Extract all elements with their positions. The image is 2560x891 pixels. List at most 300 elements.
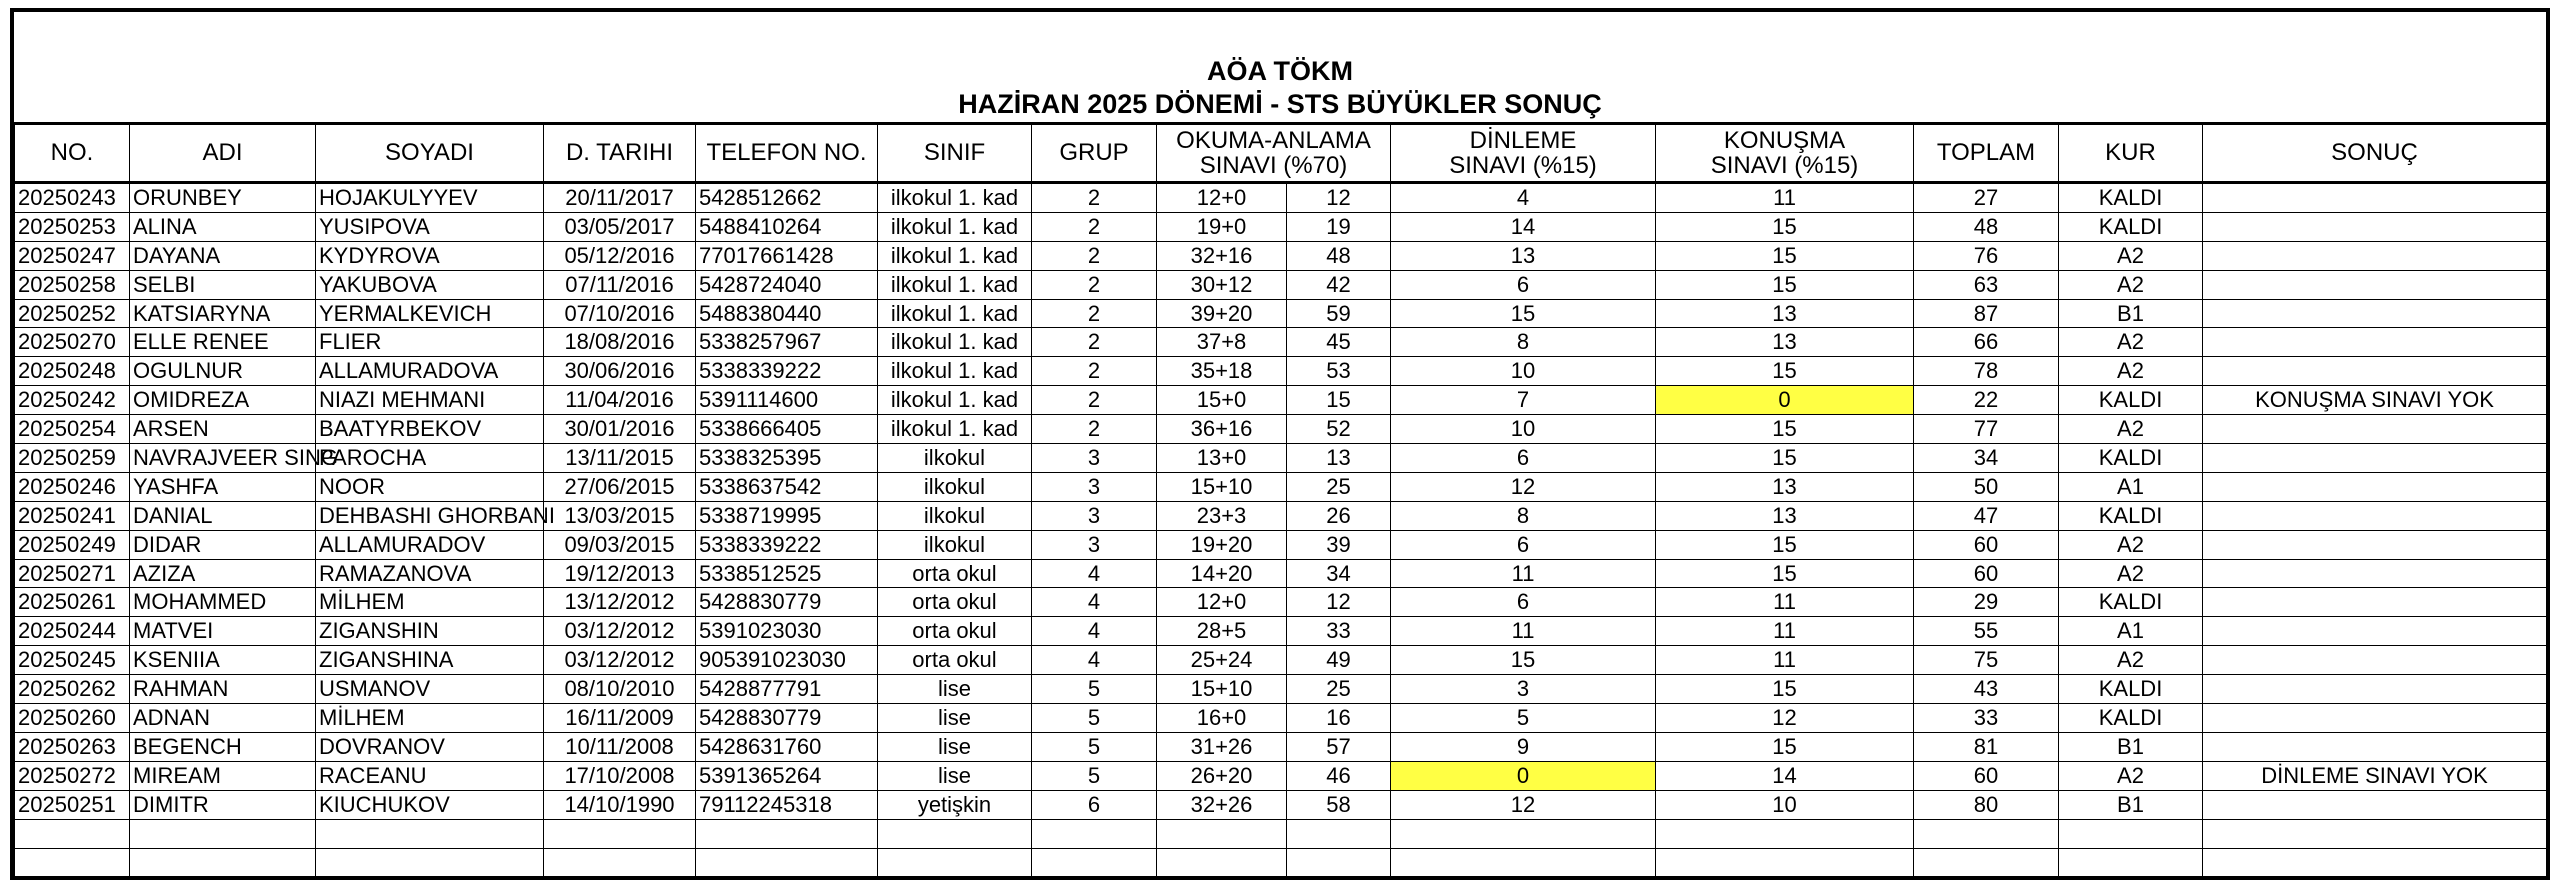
cell-no[interactable]: 20250251 bbox=[15, 790, 130, 819]
cell-dinleme[interactable]: 11 bbox=[1391, 617, 1656, 646]
cell-soyadi[interactable]: RAMAZANOVA bbox=[316, 559, 544, 588]
cell-sinif[interactable]: lise bbox=[878, 704, 1032, 733]
cell-toplam[interactable]: 27 bbox=[1914, 183, 2059, 213]
cell-okuma-raw[interactable]: 36+16 bbox=[1157, 415, 1287, 444]
cell-soyadi[interactable]: ALLAMURADOV bbox=[316, 530, 544, 559]
cell-kur[interactable]: A2 bbox=[2059, 270, 2203, 299]
cell-grup[interactable]: 2 bbox=[1032, 212, 1157, 241]
cell-soyadi[interactable]: RACEANU bbox=[316, 761, 544, 790]
cell-telefon[interactable]: 5338719995 bbox=[696, 501, 878, 530]
cell-okuma-raw[interactable]: 16+0 bbox=[1157, 704, 1287, 733]
cell-dinleme[interactable]: 7 bbox=[1391, 386, 1656, 415]
cell-konusma[interactable]: 13 bbox=[1656, 472, 1914, 501]
cell-okuma-raw[interactable]: 19+0 bbox=[1157, 212, 1287, 241]
cell-toplam[interactable]: 60 bbox=[1914, 530, 2059, 559]
col-header-dtarihi[interactable]: D. TARIHI bbox=[544, 124, 696, 183]
cell-konusma[interactable]: 11 bbox=[1656, 646, 1914, 675]
cell-okuma-raw[interactable]: 13+0 bbox=[1157, 444, 1287, 473]
empty-cell[interactable] bbox=[2203, 848, 2547, 877]
cell-toplam[interactable]: 76 bbox=[1914, 241, 2059, 270]
cell-grup[interactable]: 2 bbox=[1032, 241, 1157, 270]
cell-telefon[interactable]: 5488380440 bbox=[696, 299, 878, 328]
cell-konusma[interactable]: 15 bbox=[1656, 357, 1914, 386]
cell-konusma[interactable]: 13 bbox=[1656, 328, 1914, 357]
empty-cell[interactable] bbox=[878, 819, 1032, 848]
cell-soyadi[interactable]: PAROCHA bbox=[316, 444, 544, 473]
cell-kur[interactable]: KALDI bbox=[2059, 183, 2203, 213]
cell-adi[interactable]: KSENIIA bbox=[130, 646, 316, 675]
cell-konusma[interactable]: 15 bbox=[1656, 212, 1914, 241]
cell-okuma[interactable]: 25 bbox=[1287, 675, 1391, 704]
cell-sinif[interactable]: ilkokul 1. kad bbox=[878, 328, 1032, 357]
cell-grup[interactable]: 2 bbox=[1032, 299, 1157, 328]
empty-cell[interactable] bbox=[1656, 819, 1914, 848]
cell-telefon[interactable]: 5338339222 bbox=[696, 357, 878, 386]
cell-soyadi[interactable]: KYDYROVA bbox=[316, 241, 544, 270]
cell-telefon[interactable]: 5338339222 bbox=[696, 530, 878, 559]
cell-dtarihi[interactable]: 08/10/2010 bbox=[544, 675, 696, 704]
cell-dinleme[interactable]: 6 bbox=[1391, 530, 1656, 559]
cell-soyadi[interactable]: MİLHEM bbox=[316, 704, 544, 733]
cell-kur[interactable]: B1 bbox=[2059, 732, 2203, 761]
cell-soyadi[interactable]: NIAZI MEHMANI bbox=[316, 386, 544, 415]
cell-dinleme[interactable]: 8 bbox=[1391, 501, 1656, 530]
empty-cell[interactable] bbox=[1391, 848, 1656, 877]
cell-no[interactable]: 20250243 bbox=[15, 183, 130, 213]
cell-soyadi[interactable]: USMANOV bbox=[316, 675, 544, 704]
cell-telefon[interactable]: 5338512525 bbox=[696, 559, 878, 588]
cell-konusma[interactable]: 12 bbox=[1656, 704, 1914, 733]
cell-adi[interactable]: YASHFA bbox=[130, 472, 316, 501]
col-header-okuma[interactable] bbox=[1157, 124, 1391, 183]
cell-adi[interactable]: KATSIARYNA bbox=[130, 299, 316, 328]
cell-kur[interactable]: A2 bbox=[2059, 646, 2203, 675]
cell-dtarihi[interactable]: 13/11/2015 bbox=[544, 444, 696, 473]
cell-adi[interactable]: MIREAM bbox=[130, 761, 316, 790]
cell-dtarihi[interactable]: 03/12/2012 bbox=[544, 646, 696, 675]
cell-telefon[interactable]: 5428724040 bbox=[696, 270, 878, 299]
cell-konusma[interactable]: 11 bbox=[1656, 183, 1914, 213]
cell-sinif[interactable]: ilkokul bbox=[878, 444, 1032, 473]
cell-sonuc[interactable] bbox=[2203, 444, 2547, 473]
cell-grup[interactable]: 3 bbox=[1032, 501, 1157, 530]
cell-soyadi[interactable]: KIUCHUKOV bbox=[316, 790, 544, 819]
cell-dinleme[interactable]: 0 bbox=[1391, 761, 1656, 790]
empty-cell[interactable] bbox=[316, 819, 544, 848]
cell-dtarihi[interactable]: 03/05/2017 bbox=[544, 212, 696, 241]
cell-sonuc[interactable] bbox=[2203, 299, 2547, 328]
cell-adi[interactable]: RAHMAN bbox=[130, 675, 316, 704]
cell-dinleme[interactable]: 10 bbox=[1391, 357, 1656, 386]
cell-dtarihi[interactable]: 13/12/2012 bbox=[544, 588, 696, 617]
empty-cell[interactable] bbox=[1032, 848, 1157, 877]
cell-sinif[interactable]: ilkokul bbox=[878, 472, 1032, 501]
cell-grup[interactable]: 4 bbox=[1032, 646, 1157, 675]
cell-sinif[interactable]: ilkokul 1. kad bbox=[878, 270, 1032, 299]
cell-adi[interactable]: ALINA bbox=[130, 212, 316, 241]
cell-sinif[interactable]: yetişkin bbox=[878, 790, 1032, 819]
cell-no[interactable]: 20250245 bbox=[15, 646, 130, 675]
cell-adi[interactable]: MOHAMMED bbox=[130, 588, 316, 617]
cell-okuma-raw[interactable]: 30+12 bbox=[1157, 270, 1287, 299]
cell-dtarihi[interactable]: 27/06/2015 bbox=[544, 472, 696, 501]
cell-sinif[interactable]: ilkokul 1. kad bbox=[878, 299, 1032, 328]
cell-okuma[interactable]: 12 bbox=[1287, 588, 1391, 617]
cell-konusma[interactable]: 14 bbox=[1656, 761, 1914, 790]
cell-grup[interactable]: 2 bbox=[1032, 270, 1157, 299]
cell-grup[interactable]: 5 bbox=[1032, 675, 1157, 704]
cell-adi[interactable]: ORUNBEY bbox=[130, 183, 316, 213]
cell-kur[interactable]: KALDI bbox=[2059, 704, 2203, 733]
cell-grup[interactable]: 3 bbox=[1032, 530, 1157, 559]
cell-konusma[interactable]: 13 bbox=[1656, 501, 1914, 530]
cell-sinif[interactable]: orta okul bbox=[878, 588, 1032, 617]
cell-dinleme[interactable]: 8 bbox=[1391, 328, 1656, 357]
cell-sonuc[interactable] bbox=[2203, 617, 2547, 646]
cell-telefon[interactable]: 5391023030 bbox=[696, 617, 878, 646]
cell-konusma[interactable]: 15 bbox=[1656, 530, 1914, 559]
cell-adi[interactable]: OGULNUR bbox=[130, 357, 316, 386]
cell-toplam[interactable]: 80 bbox=[1914, 790, 2059, 819]
cell-konusma[interactable]: 15 bbox=[1656, 675, 1914, 704]
col-header-telefon[interactable]: TELEFON NO. bbox=[696, 124, 878, 183]
empty-cell[interactable] bbox=[1391, 819, 1656, 848]
cell-okuma[interactable]: 12 bbox=[1287, 183, 1391, 213]
cell-kur[interactable]: KALDI bbox=[2059, 588, 2203, 617]
cell-konusma[interactable]: 15 bbox=[1656, 444, 1914, 473]
cell-grup[interactable]: 2 bbox=[1032, 357, 1157, 386]
cell-sonuc[interactable] bbox=[2203, 212, 2547, 241]
empty-cell[interactable] bbox=[2203, 819, 2547, 848]
cell-soyadi[interactable]: DEHBASHI GHORBANI bbox=[316, 501, 544, 530]
cell-adi[interactable]: ARSEN bbox=[130, 415, 316, 444]
cell-toplam[interactable]: 34 bbox=[1914, 444, 2059, 473]
cell-no[interactable]: 20250272 bbox=[15, 761, 130, 790]
col-header-kur[interactable]: KUR bbox=[2059, 124, 2203, 183]
cell-kur[interactable]: A2 bbox=[2059, 415, 2203, 444]
col-header-toplam[interactable]: TOPLAM bbox=[1914, 124, 2059, 183]
empty-cell[interactable] bbox=[696, 819, 878, 848]
cell-soyadi[interactable]: BAATYRBEKOV bbox=[316, 415, 544, 444]
col-header-soyadi[interactable]: SOYADI bbox=[316, 124, 544, 183]
cell-sonuc[interactable] bbox=[2203, 732, 2547, 761]
cell-sinif[interactable]: lise bbox=[878, 675, 1032, 704]
col-header-grup[interactable]: GRUP bbox=[1032, 124, 1157, 183]
cell-no[interactable]: 20250242 bbox=[15, 386, 130, 415]
empty-cell[interactable] bbox=[544, 848, 696, 877]
cell-okuma-raw[interactable]: 23+3 bbox=[1157, 501, 1287, 530]
cell-sinif[interactable]: orta okul bbox=[878, 559, 1032, 588]
cell-okuma-raw[interactable]: 28+5 bbox=[1157, 617, 1287, 646]
cell-adi[interactable]: NAVRAJVEER SING bbox=[130, 444, 316, 473]
cell-kur[interactable]: B1 bbox=[2059, 299, 2203, 328]
cell-toplam[interactable]: 48 bbox=[1914, 212, 2059, 241]
cell-okuma-raw[interactable]: 15+10 bbox=[1157, 675, 1287, 704]
cell-okuma-raw[interactable]: 31+26 bbox=[1157, 732, 1287, 761]
cell-dtarihi[interactable]: 09/03/2015 bbox=[544, 530, 696, 559]
cell-no[interactable]: 20250261 bbox=[15, 588, 130, 617]
cell-toplam[interactable]: 75 bbox=[1914, 646, 2059, 675]
cell-telefon[interactable]: 77017661428 bbox=[696, 241, 878, 270]
cell-dtarihi[interactable]: 16/11/2009 bbox=[544, 704, 696, 733]
cell-dinleme[interactable]: 9 bbox=[1391, 732, 1656, 761]
cell-okuma-raw[interactable]: 39+20 bbox=[1157, 299, 1287, 328]
col-header-sonuc[interactable]: SONUÇ bbox=[2203, 124, 2547, 183]
cell-dinleme[interactable]: 11 bbox=[1391, 559, 1656, 588]
cell-sinif[interactable]: ilkokul 1. kad bbox=[878, 212, 1032, 241]
cell-okuma-raw[interactable]: 15+10 bbox=[1157, 472, 1287, 501]
cell-no[interactable]: 20250254 bbox=[15, 415, 130, 444]
cell-soyadi[interactable]: HOJAKULYYEV bbox=[316, 183, 544, 213]
empty-cell[interactable] bbox=[1914, 848, 2059, 877]
cell-dtarihi[interactable]: 17/10/2008 bbox=[544, 761, 696, 790]
cell-no[interactable]: 20250259 bbox=[15, 444, 130, 473]
cell-toplam[interactable]: 55 bbox=[1914, 617, 2059, 646]
cell-sinif[interactable]: ilkokul bbox=[878, 530, 1032, 559]
cell-sonuc[interactable] bbox=[2203, 415, 2547, 444]
cell-okuma[interactable]: 53 bbox=[1287, 357, 1391, 386]
cell-sonuc[interactable] bbox=[2203, 472, 2547, 501]
empty-cell[interactable] bbox=[2059, 848, 2203, 877]
cell-konusma[interactable]: 0 bbox=[1656, 386, 1914, 415]
cell-sinif[interactable]: orta okul bbox=[878, 617, 1032, 646]
cell-no[interactable]: 20250271 bbox=[15, 559, 130, 588]
cell-dinleme[interactable]: 5 bbox=[1391, 704, 1656, 733]
cell-dtarihi[interactable]: 03/12/2012 bbox=[544, 617, 696, 646]
cell-kur[interactable]: B1 bbox=[2059, 790, 2203, 819]
cell-grup[interactable]: 3 bbox=[1032, 444, 1157, 473]
cell-kur[interactable]: A2 bbox=[2059, 328, 2203, 357]
empty-cell[interactable] bbox=[696, 848, 878, 877]
col-header-dinleme[interactable] bbox=[1391, 124, 1656, 183]
cell-no[interactable]: 20250247 bbox=[15, 241, 130, 270]
cell-kur[interactable]: KALDI bbox=[2059, 501, 2203, 530]
cell-dinleme[interactable]: 4 bbox=[1391, 183, 1656, 213]
cell-toplam[interactable]: 78 bbox=[1914, 357, 2059, 386]
cell-okuma[interactable]: 52 bbox=[1287, 415, 1391, 444]
cell-konusma[interactable]: 10 bbox=[1656, 790, 1914, 819]
cell-dinleme[interactable]: 10 bbox=[1391, 415, 1656, 444]
cell-no[interactable]: 20250262 bbox=[15, 675, 130, 704]
cell-grup[interactable]: 6 bbox=[1032, 790, 1157, 819]
empty-cell[interactable] bbox=[1157, 848, 1287, 877]
cell-kur[interactable]: KALDI bbox=[2059, 212, 2203, 241]
cell-okuma-raw[interactable]: 14+20 bbox=[1157, 559, 1287, 588]
cell-toplam[interactable]: 87 bbox=[1914, 299, 2059, 328]
cell-sonuc[interactable] bbox=[2203, 646, 2547, 675]
cell-okuma[interactable]: 15 bbox=[1287, 386, 1391, 415]
cell-sonuc[interactable] bbox=[2203, 183, 2547, 213]
cell-adi[interactable]: DIMITR bbox=[130, 790, 316, 819]
cell-no[interactable]: 20250249 bbox=[15, 530, 130, 559]
cell-toplam[interactable]: 63 bbox=[1914, 270, 2059, 299]
cell-kur[interactable]: KALDI bbox=[2059, 444, 2203, 473]
cell-sonuc[interactable] bbox=[2203, 530, 2547, 559]
cell-dtarihi[interactable]: 30/06/2016 bbox=[544, 357, 696, 386]
cell-okuma-raw[interactable]: 32+26 bbox=[1157, 790, 1287, 819]
cell-konusma[interactable]: 15 bbox=[1656, 415, 1914, 444]
cell-grup[interactable]: 2 bbox=[1032, 183, 1157, 213]
cell-soyadi[interactable]: DOVRANOV bbox=[316, 732, 544, 761]
cell-adi[interactable]: DANIAL bbox=[130, 501, 316, 530]
cell-adi[interactable]: OMIDREZA bbox=[130, 386, 316, 415]
cell-okuma-raw[interactable]: 37+8 bbox=[1157, 328, 1287, 357]
cell-kur[interactable]: A1 bbox=[2059, 472, 2203, 501]
cell-telefon[interactable]: 5428830779 bbox=[696, 704, 878, 733]
cell-grup[interactable]: 3 bbox=[1032, 472, 1157, 501]
cell-soyadi[interactable]: YUSIPOVA bbox=[316, 212, 544, 241]
cell-dinleme[interactable]: 3 bbox=[1391, 675, 1656, 704]
cell-dinleme[interactable]: 6 bbox=[1391, 444, 1656, 473]
cell-no[interactable]: 20250270 bbox=[15, 328, 130, 357]
cell-dinleme[interactable]: 15 bbox=[1391, 646, 1656, 675]
cell-kur[interactable]: A2 bbox=[2059, 357, 2203, 386]
cell-dtarihi[interactable]: 20/11/2017 bbox=[544, 183, 696, 213]
cell-kur[interactable]: KALDI bbox=[2059, 675, 2203, 704]
cell-soyadi[interactable]: ZIGANSHINA bbox=[316, 646, 544, 675]
cell-kur[interactable]: A1 bbox=[2059, 617, 2203, 646]
cell-kur[interactable]: A2 bbox=[2059, 559, 2203, 588]
cell-kur[interactable]: A2 bbox=[2059, 761, 2203, 790]
cell-okuma[interactable]: 58 bbox=[1287, 790, 1391, 819]
empty-cell[interactable] bbox=[1032, 819, 1157, 848]
cell-okuma[interactable]: 25 bbox=[1287, 472, 1391, 501]
cell-adi[interactable]: SELBI bbox=[130, 270, 316, 299]
cell-telefon[interactable]: 5428512662 bbox=[696, 183, 878, 213]
cell-kur[interactable]: KALDI bbox=[2059, 386, 2203, 415]
cell-okuma-raw[interactable]: 35+18 bbox=[1157, 357, 1287, 386]
cell-grup[interactable]: 4 bbox=[1032, 617, 1157, 646]
cell-adi[interactable]: ELLE RENEE bbox=[130, 328, 316, 357]
cell-soyadi[interactable]: FLIER bbox=[316, 328, 544, 357]
cell-okuma-raw[interactable]: 15+0 bbox=[1157, 386, 1287, 415]
cell-toplam[interactable]: 50 bbox=[1914, 472, 2059, 501]
col-header-konusma[interactable] bbox=[1656, 124, 1914, 183]
cell-sonuc[interactable] bbox=[2203, 501, 2547, 530]
cell-okuma[interactable]: 48 bbox=[1287, 241, 1391, 270]
cell-okuma[interactable]: 13 bbox=[1287, 444, 1391, 473]
cell-dinleme[interactable]: 15 bbox=[1391, 299, 1656, 328]
cell-dinleme[interactable]: 6 bbox=[1391, 270, 1656, 299]
cell-grup[interactable]: 4 bbox=[1032, 588, 1157, 617]
cell-telefon[interactable]: 79112245318 bbox=[696, 790, 878, 819]
cell-sinif[interactable]: ilkokul 1. kad bbox=[878, 241, 1032, 270]
cell-sinif[interactable]: lise bbox=[878, 761, 1032, 790]
cell-sinif[interactable]: ilkokul 1. kad bbox=[878, 415, 1032, 444]
cell-no[interactable]: 20250248 bbox=[15, 357, 130, 386]
cell-telefon[interactable]: 5428631760 bbox=[696, 732, 878, 761]
cell-no[interactable]: 20250241 bbox=[15, 501, 130, 530]
cell-adi[interactable]: DAYANA bbox=[130, 241, 316, 270]
cell-okuma[interactable]: 19 bbox=[1287, 212, 1391, 241]
cell-no[interactable]: 20250253 bbox=[15, 212, 130, 241]
cell-konusma[interactable]: 15 bbox=[1656, 270, 1914, 299]
cell-okuma-raw[interactable]: 32+16 bbox=[1157, 241, 1287, 270]
cell-adi[interactable]: BEGENCH bbox=[130, 732, 316, 761]
cell-sonuc[interactable] bbox=[2203, 328, 2547, 357]
cell-toplam[interactable]: 43 bbox=[1914, 675, 2059, 704]
cell-okuma-raw[interactable]: 19+20 bbox=[1157, 530, 1287, 559]
cell-toplam[interactable]: 29 bbox=[1914, 588, 2059, 617]
cell-okuma[interactable]: 34 bbox=[1287, 559, 1391, 588]
empty-cell[interactable] bbox=[878, 848, 1032, 877]
cell-adi[interactable]: AZIZA bbox=[130, 559, 316, 588]
col-header-sinif[interactable]: SINIF bbox=[878, 124, 1032, 183]
cell-dtarihi[interactable]: 05/12/2016 bbox=[544, 241, 696, 270]
cell-sinif[interactable]: ilkokul 1. kad bbox=[878, 357, 1032, 386]
cell-sonuc[interactable] bbox=[2203, 270, 2547, 299]
empty-cell[interactable] bbox=[15, 819, 130, 848]
cell-adi[interactable]: ADNAN bbox=[130, 704, 316, 733]
cell-sonuc[interactable] bbox=[2203, 559, 2547, 588]
cell-telefon[interactable]: 5391365264 bbox=[696, 761, 878, 790]
cell-dtarihi[interactable]: 10/11/2008 bbox=[544, 732, 696, 761]
cell-sonuc[interactable] bbox=[2203, 357, 2547, 386]
cell-konusma[interactable]: 11 bbox=[1656, 617, 1914, 646]
cell-toplam[interactable]: 81 bbox=[1914, 732, 2059, 761]
cell-sinif[interactable]: ilkokul bbox=[878, 501, 1032, 530]
cell-no[interactable]: 20250258 bbox=[15, 270, 130, 299]
cell-sinif[interactable]: orta okul bbox=[878, 646, 1032, 675]
cell-grup[interactable]: 4 bbox=[1032, 559, 1157, 588]
cell-grup[interactable]: 2 bbox=[1032, 386, 1157, 415]
col-header-no[interactable]: NO. bbox=[15, 124, 130, 183]
empty-cell[interactable] bbox=[1157, 819, 1287, 848]
cell-sinif[interactable]: lise bbox=[878, 732, 1032, 761]
cell-okuma-raw[interactable]: 12+0 bbox=[1157, 183, 1287, 213]
cell-dinleme[interactable]: 14 bbox=[1391, 212, 1656, 241]
cell-kur[interactable]: A2 bbox=[2059, 530, 2203, 559]
empty-cell[interactable] bbox=[544, 819, 696, 848]
cell-soyadi[interactable]: YERMALKEVICH bbox=[316, 299, 544, 328]
cell-sonuc[interactable] bbox=[2203, 675, 2547, 704]
cell-okuma[interactable]: 26 bbox=[1287, 501, 1391, 530]
cell-telefon[interactable]: 5391114600 bbox=[696, 386, 878, 415]
cell-okuma-raw[interactable]: 26+20 bbox=[1157, 761, 1287, 790]
cell-toplam[interactable]: 33 bbox=[1914, 704, 2059, 733]
cell-no[interactable]: 20250252 bbox=[15, 299, 130, 328]
cell-sinif[interactable]: ilkokul 1. kad bbox=[878, 386, 1032, 415]
cell-toplam[interactable]: 60 bbox=[1914, 761, 2059, 790]
cell-okuma[interactable]: 57 bbox=[1287, 732, 1391, 761]
cell-okuma[interactable]: 49 bbox=[1287, 646, 1391, 675]
cell-toplam[interactable]: 47 bbox=[1914, 501, 2059, 530]
cell-dtarihi[interactable]: 30/01/2016 bbox=[544, 415, 696, 444]
cell-okuma[interactable]: 42 bbox=[1287, 270, 1391, 299]
cell-okuma-raw[interactable]: 12+0 bbox=[1157, 588, 1287, 617]
cell-sonuc[interactable] bbox=[2203, 790, 2547, 819]
empty-cell[interactable] bbox=[1914, 819, 2059, 848]
cell-telefon[interactable]: 5338325395 bbox=[696, 444, 878, 473]
cell-okuma[interactable]: 33 bbox=[1287, 617, 1391, 646]
cell-adi[interactable]: DIDAR bbox=[130, 530, 316, 559]
cell-sonuc[interactable]: DİNLEME SINAVI YOK bbox=[2203, 761, 2547, 790]
cell-okuma[interactable]: 46 bbox=[1287, 761, 1391, 790]
empty-cell[interactable] bbox=[130, 819, 316, 848]
cell-soyadi[interactable]: MİLHEM bbox=[316, 588, 544, 617]
empty-cell[interactable] bbox=[15, 848, 130, 877]
cell-konusma[interactable]: 15 bbox=[1656, 241, 1914, 270]
empty-cell[interactable] bbox=[1287, 819, 1391, 848]
cell-toplam[interactable]: 77 bbox=[1914, 415, 2059, 444]
cell-telefon[interactable]: 5488410264 bbox=[696, 212, 878, 241]
cell-grup[interactable]: 2 bbox=[1032, 415, 1157, 444]
cell-sonuc[interactable] bbox=[2203, 588, 2547, 617]
cell-dtarihi[interactable]: 19/12/2013 bbox=[544, 559, 696, 588]
cell-grup[interactable]: 5 bbox=[1032, 732, 1157, 761]
cell-grup[interactable]: 5 bbox=[1032, 761, 1157, 790]
empty-cell[interactable] bbox=[1656, 848, 1914, 877]
